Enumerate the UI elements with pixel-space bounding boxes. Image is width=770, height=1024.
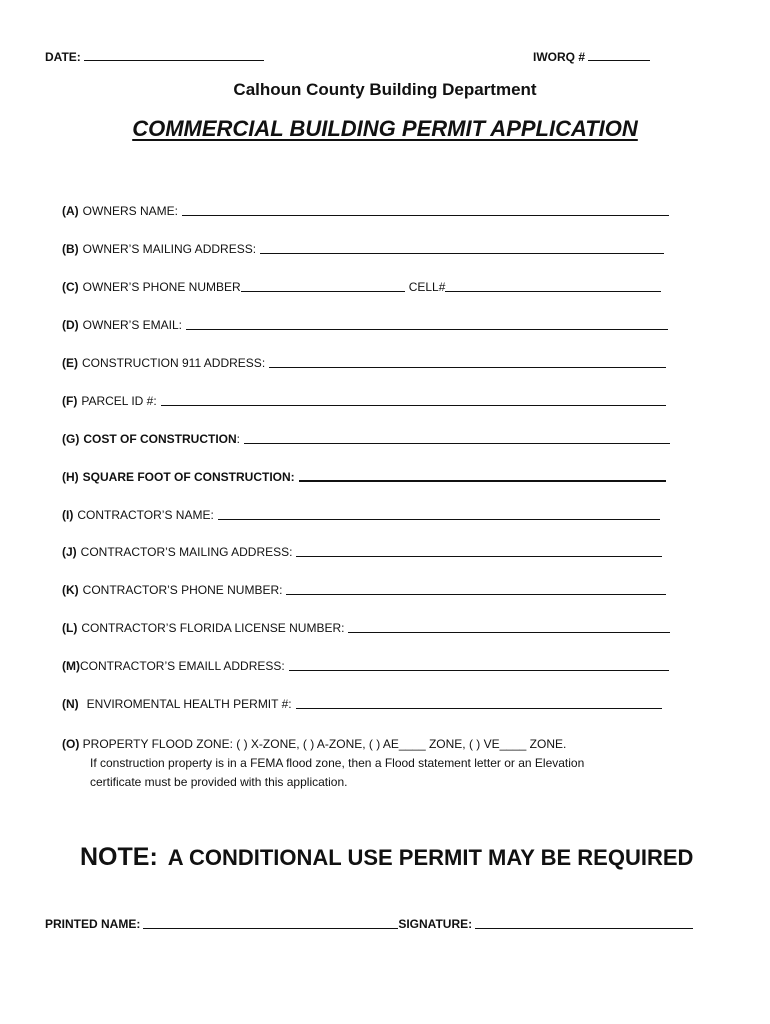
field-row-owner-phone: (C) OWNER’S PHONE NUMBER CELL#	[62, 280, 661, 294]
iworq-input-line[interactable]	[588, 48, 650, 61]
flood-zone-note-line2: certificate must be provided with this application.	[90, 775, 348, 789]
field-label: OWNER’S MAILING ADDRESS:	[82, 242, 257, 256]
field-label: CONTRACTOR’S PHONE NUMBER:	[82, 583, 283, 597]
field-label: CONSTRUCTION 911 ADDRESS:	[82, 356, 266, 370]
field-row-contractor-license: (L) CONTRACTOR’S FLORIDA LICENSE NUMBER:	[62, 621, 670, 635]
note-text: A CONDITIONAL USE PERMIT MAY BE REQUIRED	[167, 845, 694, 870]
field-label: CONTRACTOR’S NAME:	[77, 508, 214, 522]
date-input-line[interactable]	[84, 48, 264, 61]
iworq-label: IWORQ #	[533, 50, 586, 64]
field-row-contractor-phone: (K) CONTRACTOR’S PHONE NUMBER:	[62, 583, 666, 597]
department-name: Calhoun County Building Department	[233, 80, 537, 99]
contractor-name-input-line[interactable]	[218, 518, 660, 520]
field-label: COST OF CONSTRUCTION	[83, 432, 237, 446]
field-label: OWNERS NAME:	[82, 204, 179, 218]
field-label: PARCEL ID #:	[81, 394, 157, 408]
field-row-square-foot: (H) SQUARE FOOT OF CONSTRUCTION:	[62, 470, 666, 484]
flood-zone-code: (O)	[62, 737, 80, 751]
owner-mailing-address-input-line[interactable]	[260, 252, 664, 254]
field-label: CONTRACTOR’S EMAILL ADDRESS:	[80, 659, 285, 673]
field-label-cell: CELL#	[408, 280, 446, 294]
contractor-mailing-address-input-line[interactable]	[296, 555, 662, 557]
field-row-contractor-mailing-address: (J) CONTRACTOR’S MAILING ADDRESS:	[62, 545, 662, 559]
construction-address-input-line[interactable]	[269, 366, 666, 368]
environmental-health-permit-input-line[interactable]	[296, 707, 662, 709]
field-row-parcel-id: (F) PARCEL ID #:	[62, 394, 666, 408]
parcel-id-input-line[interactable]	[161, 404, 666, 406]
field-label: CONTRACTOR’S MAILING ADDRESS:	[80, 545, 293, 559]
flood-zone-options[interactable]: PROPERTY FLOOD ZONE: ( ) X-ZONE, ( ) A-ZONE, ( ) AE____ ZONE, ( ) VE____ ZONE.	[82, 737, 567, 751]
printed-name-input-line[interactable]	[143, 927, 398, 929]
flood-zone-note-line1: If construction property is in a FEMA flood zone, then a Flood statement letter or an Elevation	[90, 756, 585, 770]
field-label: SQUARE FOOT OF CONSTRUCTION:	[82, 470, 295, 484]
field-row-environmental-health-permit: (N) ENVIROMENTAL HEALTH PERMIT #:	[62, 697, 662, 711]
field-row-construction-address: (E) CONSTRUCTION 911 ADDRESS:	[62, 356, 666, 370]
contractor-email-input-line[interactable]	[289, 669, 669, 671]
field-label: CONTRACTOR’S FLORIDA LICENSE NUMBER:	[81, 621, 345, 635]
field-row-contractor-email: (M) CONTRACTOR’S EMAILL ADDRESS:	[62, 659, 669, 673]
field-label: OWNER’S PHONE NUMBER	[82, 280, 241, 294]
date-label: DATE:	[45, 50, 81, 64]
date-field	[45, 48, 264, 64]
field-row-owner-email: (D) OWNER’S EMAIL:	[62, 318, 668, 332]
contractor-license-input-line[interactable]	[348, 631, 670, 633]
contractor-phone-input-line[interactable]	[286, 593, 666, 595]
conditional-use-note	[80, 843, 693, 872]
flood-zone-section	[62, 735, 584, 792]
field-label: OWNER’S EMAIL:	[82, 318, 183, 332]
signature-input-line[interactable]	[475, 927, 693, 929]
note-prefix: NOTE:	[80, 843, 158, 871]
owners-name-input-line[interactable]	[182, 214, 669, 216]
field-label: ENVIROMENTAL HEALTH PERMIT #:	[86, 697, 292, 711]
field-row-cost-of-construction: (G) COST OF CONSTRUCTION :	[62, 432, 670, 446]
cost-of-construction-input-line[interactable]	[244, 442, 670, 444]
field-row-contractor-name: (I) CONTRACTOR’S NAME:	[62, 508, 660, 522]
owner-phone-input-line[interactable]	[241, 290, 405, 292]
owner-cell-input-line[interactable]	[445, 290, 661, 292]
signature-row	[45, 917, 693, 931]
signature-label: SIGNATURE:	[398, 917, 473, 931]
iworq-field	[533, 48, 650, 64]
page-title: COMMERCIAL BUILDING PERMIT APPLICATION	[132, 116, 638, 141]
owner-email-input-line[interactable]	[186, 328, 668, 330]
field-row-owners-name: (A) OWNERS NAME:	[62, 204, 669, 218]
square-foot-input-line[interactable]	[299, 479, 666, 482]
printed-name-label: PRINTED NAME:	[45, 917, 141, 931]
field-row-owner-mailing-address: (B) OWNER’S MAILING ADDRESS:	[62, 242, 664, 256]
